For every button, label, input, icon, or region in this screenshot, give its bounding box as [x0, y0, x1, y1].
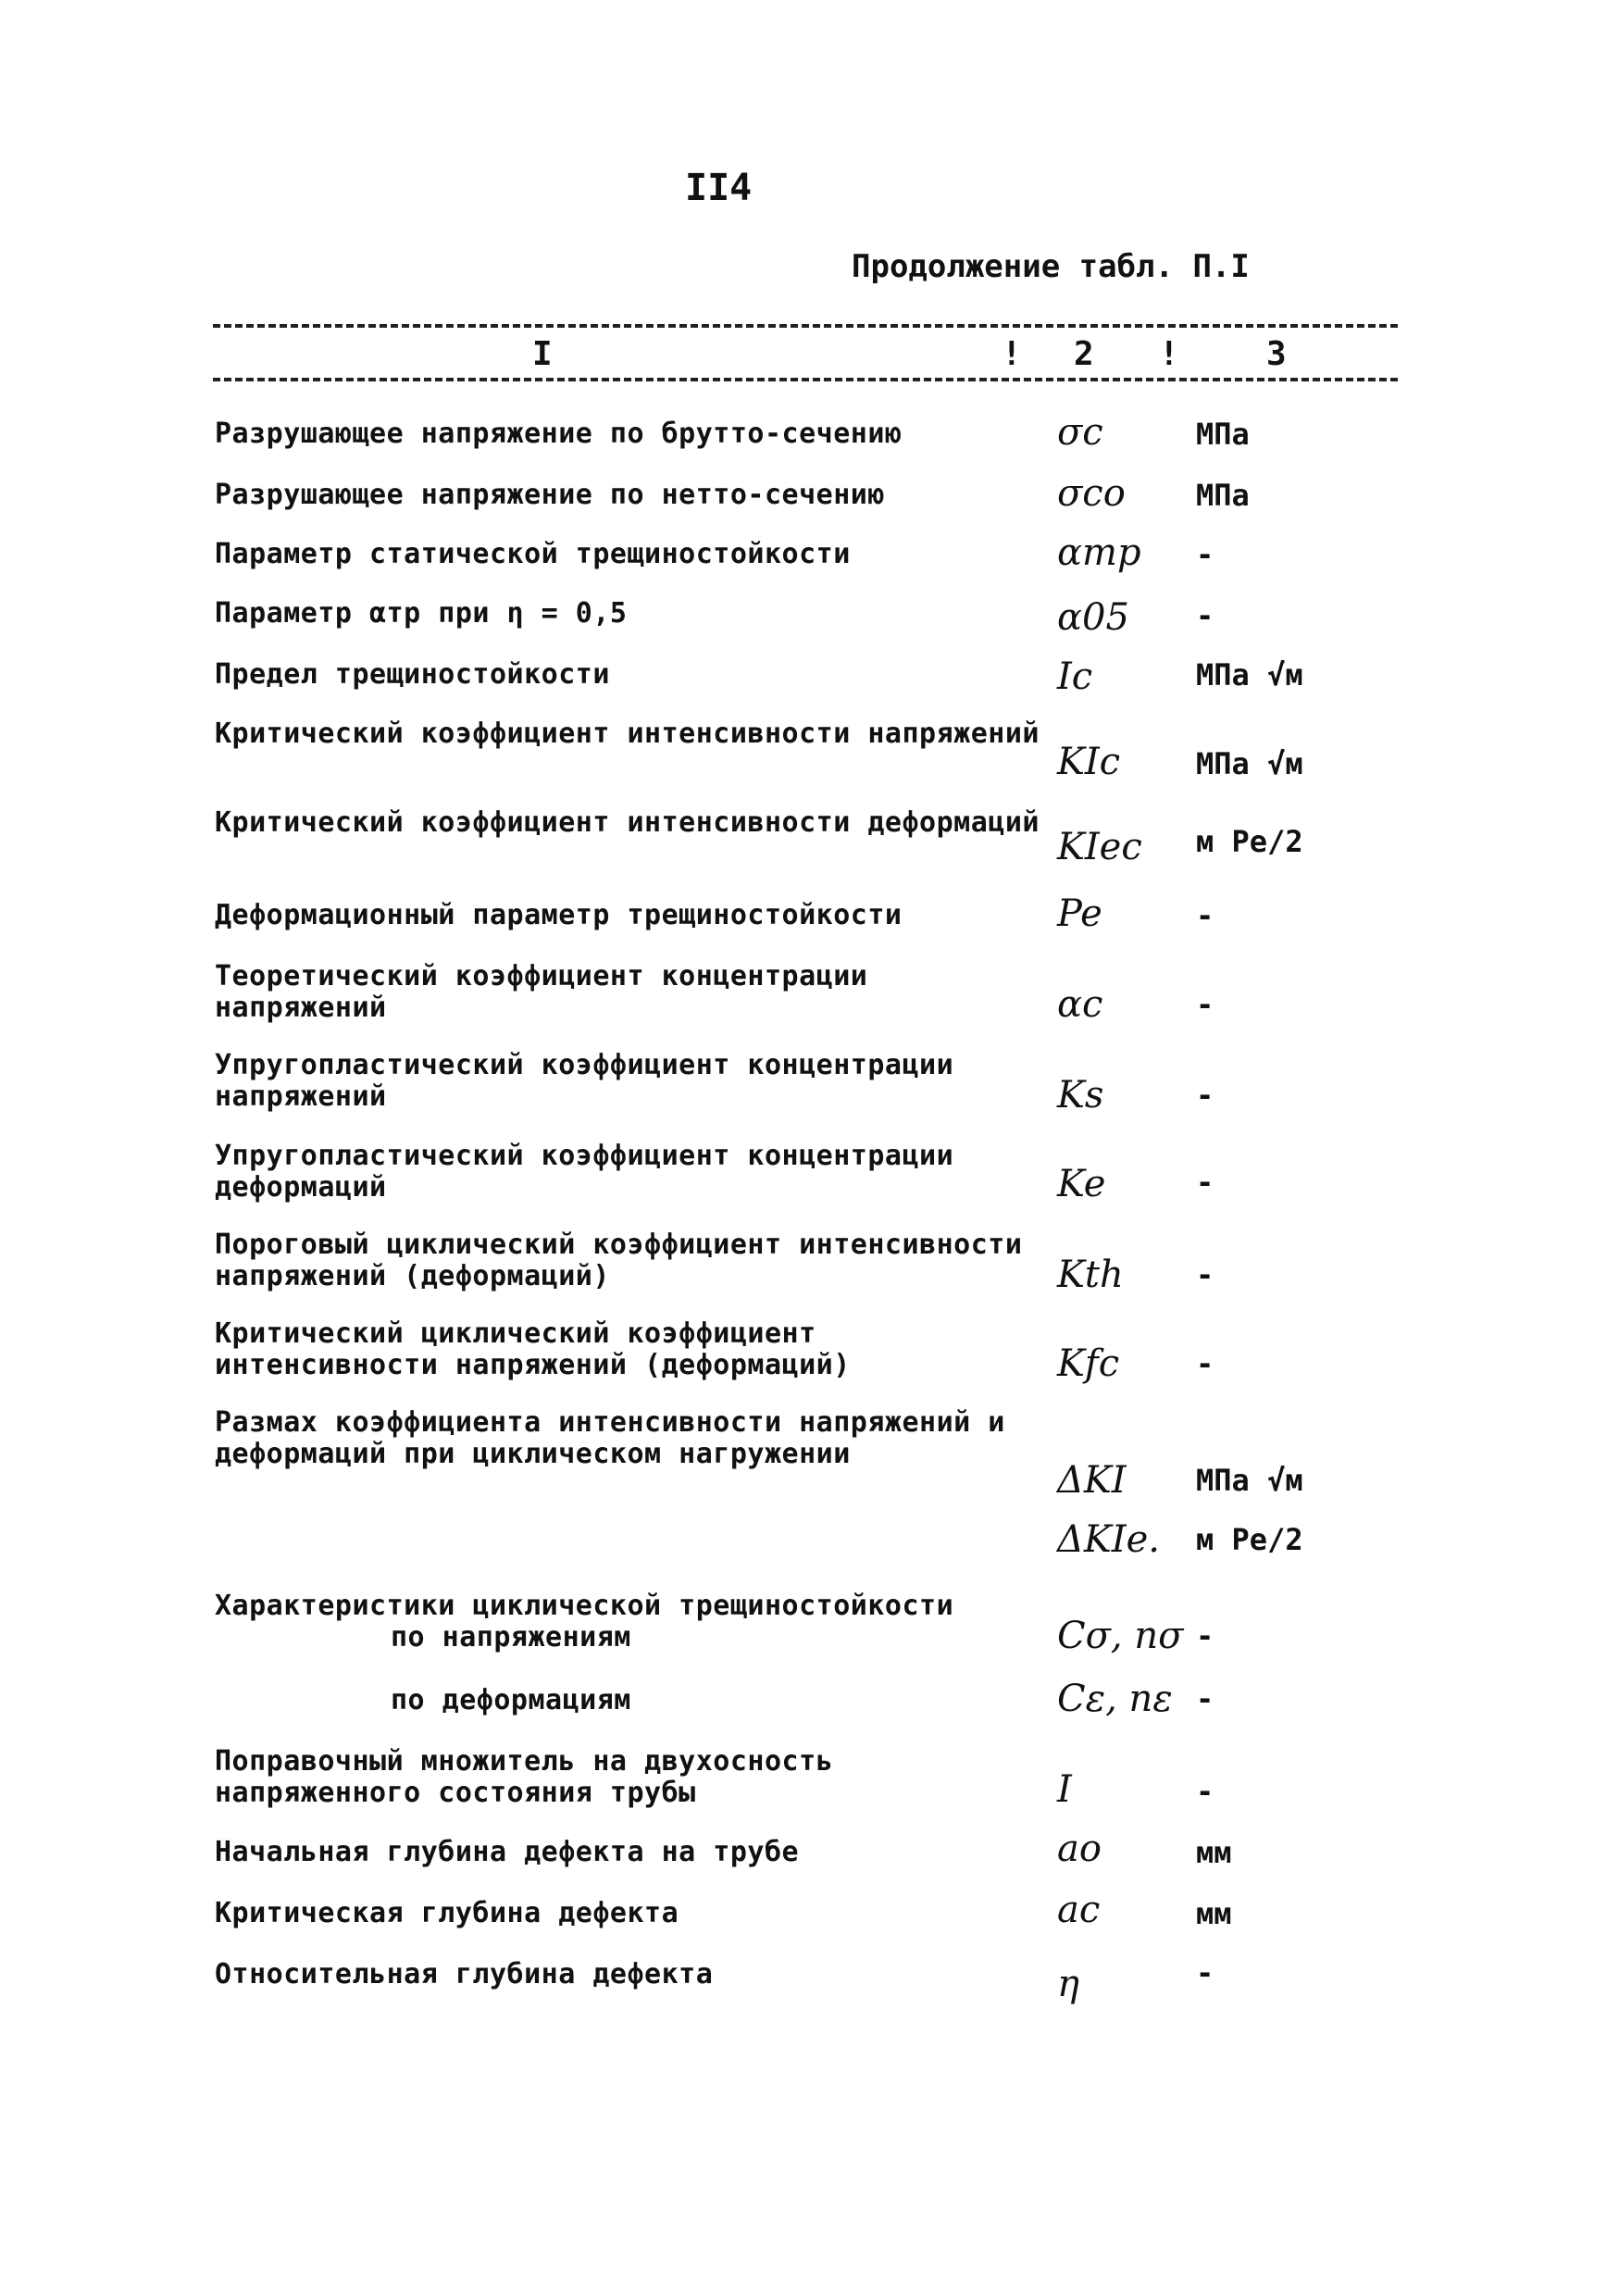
row-symbol: ac [1057, 1889, 1101, 1931]
row-label: Упругопластический коэффициент концентрации напряжений [215, 1049, 954, 1113]
row-unit: м Pe/2 [1196, 1522, 1303, 1557]
row-symbol: η [1057, 1963, 1079, 2005]
row-unit: - [1196, 1955, 1214, 1990]
column-header-3: 3 [1266, 335, 1287, 373]
row-symbol: Cε, nε [1057, 1678, 1173, 1720]
row-symbol: Ks [1057, 1074, 1104, 1117]
page-number: II4 [685, 167, 753, 209]
row-symbol: Ke [1057, 1163, 1106, 1205]
row-unit: МПа √м [1196, 746, 1303, 781]
row-unit: - [1196, 987, 1214, 1022]
row-label: Относительная глубина дефекта [215, 1958, 714, 1990]
row-symbol: KIc [1057, 741, 1121, 783]
row-unit: мм [1196, 1835, 1232, 1870]
continuation-title: Продолжение табл. П.I [852, 248, 1250, 285]
row-unit: - [1196, 1078, 1214, 1113]
column-separator: ! [1159, 335, 1179, 373]
row-label: Критический коэффициент интенсивности напряжений [215, 718, 1040, 750]
row-label: Критический коэффициент интенсивности деформаций [215, 806, 1040, 839]
table-header-rule [213, 378, 1398, 381]
row-label: Деформационный параметр трещиностойкости [215, 899, 903, 931]
column-header-2: 2 [1074, 335, 1094, 373]
row-symbol: αтр [1057, 531, 1141, 574]
table-top-rule [213, 324, 1398, 328]
row-symbol: Ic [1057, 655, 1093, 698]
row-symbol: Kfc [1057, 1342, 1120, 1385]
row-label: Критический циклический коэффициент интенсивности напряжений (деформаций) [215, 1317, 851, 1381]
row-unit: - [1196, 598, 1214, 633]
row-label: Характеристики циклической трещиностойкости [215, 1590, 954, 1622]
row-unit: МПа √м [1196, 657, 1303, 693]
row-label: Разрушающее напряжение по нетто-сечению [215, 479, 885, 511]
row-symbol: Cσ, nσ [1057, 1615, 1184, 1657]
row-symbol: σco [1057, 472, 1126, 515]
row-label: Начальная глубина дефекта на трубе [215, 1836, 800, 1868]
column-separator: ! [1002, 335, 1022, 373]
row-unit: - [1196, 898, 1214, 933]
row-label: Теоретический коэффициент концентрации напряжений [215, 960, 868, 1024]
row-label: по деформациям [391, 1684, 631, 1716]
row-unit: - [1196, 1681, 1214, 1716]
row-label: Параметр αтр при η = 0,5 [215, 597, 628, 630]
row-unit: - [1196, 1346, 1214, 1381]
row-symbol: I [1057, 1768, 1072, 1811]
row-unit: - [1196, 1165, 1214, 1200]
row-unit: МПа √м [1196, 1463, 1303, 1498]
row-unit: - [1196, 1618, 1214, 1653]
row-symbol: Kth [1057, 1254, 1124, 1296]
row-label: Поправочный множитель на двухосность напряженного состояния трубы [215, 1745, 834, 1809]
row-symbol: ΔKIe. [1057, 1518, 1160, 1561]
row-unit: м Pe/2 [1196, 824, 1303, 859]
row-symbol: σc [1057, 411, 1103, 454]
row-symbol: Pe [1057, 892, 1102, 935]
row-label: Пороговый циклический коэффициент интенсивности напряжений (деформаций) [215, 1229, 1023, 1292]
row-unit: мм [1196, 1896, 1232, 1931]
row-unit: - [1196, 1774, 1214, 1809]
row-symbol: αc [1057, 983, 1103, 1026]
row-label: Критическая глубина дефекта [215, 1897, 679, 1929]
row-symbol: KIec [1057, 826, 1142, 868]
column-header-1: I [532, 335, 553, 373]
row-unit: МПа [1196, 417, 1250, 452]
row-unit: - [1196, 1257, 1214, 1292]
row-symbol: α05 [1057, 596, 1129, 639]
row-label: Параметр статической трещиностойкости [215, 538, 851, 570]
row-label: Разрушающее напряжение по брутто-сечению [215, 418, 903, 450]
row-unit: - [1196, 537, 1214, 572]
row-label: Предел трещиностойкости [215, 658, 610, 691]
row-symbol: ΔKI [1057, 1459, 1127, 1502]
row-label: по напряжениям [391, 1621, 631, 1653]
row-unit: МПа [1196, 478, 1250, 513]
row-label: Упругопластический коэффициент концентрации деформаций [215, 1140, 954, 1204]
row-symbol: ao [1057, 1828, 1102, 1870]
row-label: Размах коэффициента интенсивности напряжений и деформаций при циклическом нагружении [215, 1406, 1005, 1470]
